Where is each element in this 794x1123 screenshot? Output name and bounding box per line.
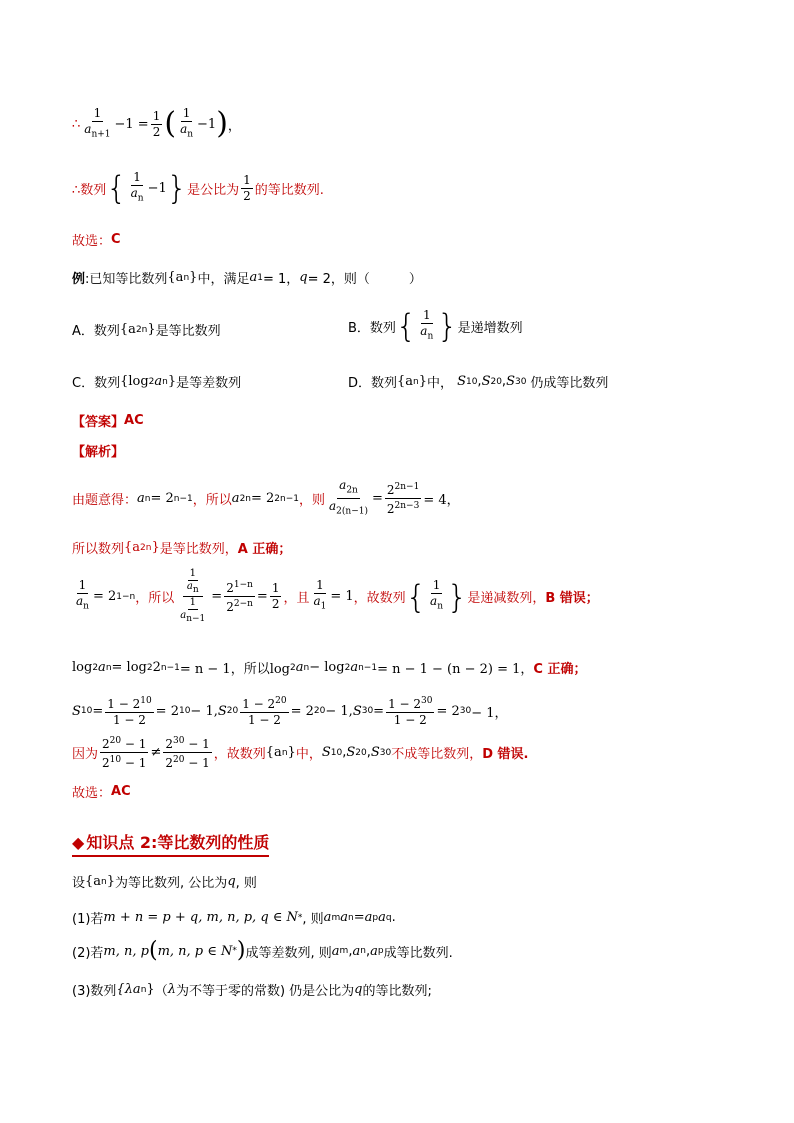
solution-line-4: log 2 a n = log 2 2 n−1 = n − 1，所以log 2 a n − log 2 a n−1 = n − 1 − (n − 2) = 1， C 正确；: [72, 660, 587, 677]
therefore-symbol: ∴: [72, 116, 81, 132]
derivation-line-2: ∴数列 { $\frac{1}{a_n}$ −1 } 是公比为 $\frac{1}{2}$ 的等比数列.: [72, 169, 324, 208]
solution-line-6: 因为 $\frac{2^{20} - 1}{2^{10} - 1}$ ≠ $\frac{2^{30} - 1}{2^{20} - 1}$ ，故数列 {a n } 中， S 10 , S 20 , S 30 不成等比数列， D 错误.: [72, 736, 529, 770]
solution-line-1: 由题意得： a n = 2 n−1 ，所以 a 2n = 2 2n−1 ，则 $\frac{a_{2n}}{a_{2(n-1)}}$ = $\frac{2^{2n-1}}{2^{2n-3}}$ = 4，: [72, 478, 460, 517]
option-d[interactable]: D．数列 {a n } 中， S 10 , S 20 , S 30 仍成等比数列: [348, 374, 609, 391]
option-c[interactable]: C．数列 {log 2 a n } 是等差数列: [72, 374, 242, 391]
fraction-one-over-a-n: $\frac{1}{a_n}$: [180, 106, 194, 140]
fraction-one-over-a-next: $\frac{1}{a_{n+1}}$: [84, 106, 111, 140]
analysis-label: 【解析】: [72, 445, 125, 460]
answer-line: 【答案】 AC: [72, 413, 144, 430]
diamond-icon: ◆: [72, 833, 85, 852]
choose-answer-1: 故选： C: [72, 232, 121, 249]
fraction-half: $\frac{1}{2}$: [152, 108, 161, 139]
derivation-line-1: ∴ $\frac{1}{a_{n+1}}$ −1 = $\frac{1}{2}$ ( $\frac{1}{a_n}$ −1 ) ，: [72, 106, 241, 142]
solution-line-2: 所以数列 {a 2n } 是等比数列， A 正确；: [72, 540, 292, 557]
property-2: (2)若 m, n, p ( m, n, p ∈ N * ) 成等差数列, 则 a m , a n , a p 成等比数列.: [72, 938, 453, 963]
option-a[interactable]: A．数列 {a 2n } 是等比数列: [72, 322, 221, 339]
property-intro: 设 {a n } 为等比数列, 公比为 q , 则: [72, 874, 257, 891]
property-3: (3)数列 {λa n } （ λ 为不等于零的常数) 仍是公比为 q 的等比数列;: [72, 982, 432, 999]
example-question: 例 :已知等比数列 {a n } 中，满足 a 1 = 1， q = 2，则（ ）: [72, 270, 422, 287]
option-b[interactable]: B．数列 { $\frac{1}{a_n}$ } 是递增数列: [348, 307, 523, 346]
solution-line-5: S 10 = $\frac{1 - 2^{10}}{1 - 2}$ = 2 10 − 1, S 20 $\frac{1 - 2^{20}}{1 - 2}$ = 2 20 − 1, S 30 = $\frac{1 - 2^{30}}{1 - 2}$ = 2 30 − 1，: [72, 696, 508, 727]
property-1: (1)若 m + n = p + q, m, n, p, q ∈ N * , 则 a m a n = a p a q .: [72, 910, 396, 927]
choose-answer-2: 故选： AC: [72, 784, 131, 801]
section-heading: ◆ 知识点 2:等比数列的性质: [72, 830, 269, 857]
solution-line-3: $\frac{1}{a_n}$ = 2 1−n ，所以 $\frac{\frac{1}{a_n}}{\frac{1}{a_{n-1}}}$ = $\frac{2^{1-n}}{2^{2-n}}$ = $\frac{1}{2}$ ，且 $\frac{1}{a_1}$ = 1 ，故数列 { $\frac{1}{a_n}$ } 是递减数列， B 错误；: [76, 568, 599, 624]
